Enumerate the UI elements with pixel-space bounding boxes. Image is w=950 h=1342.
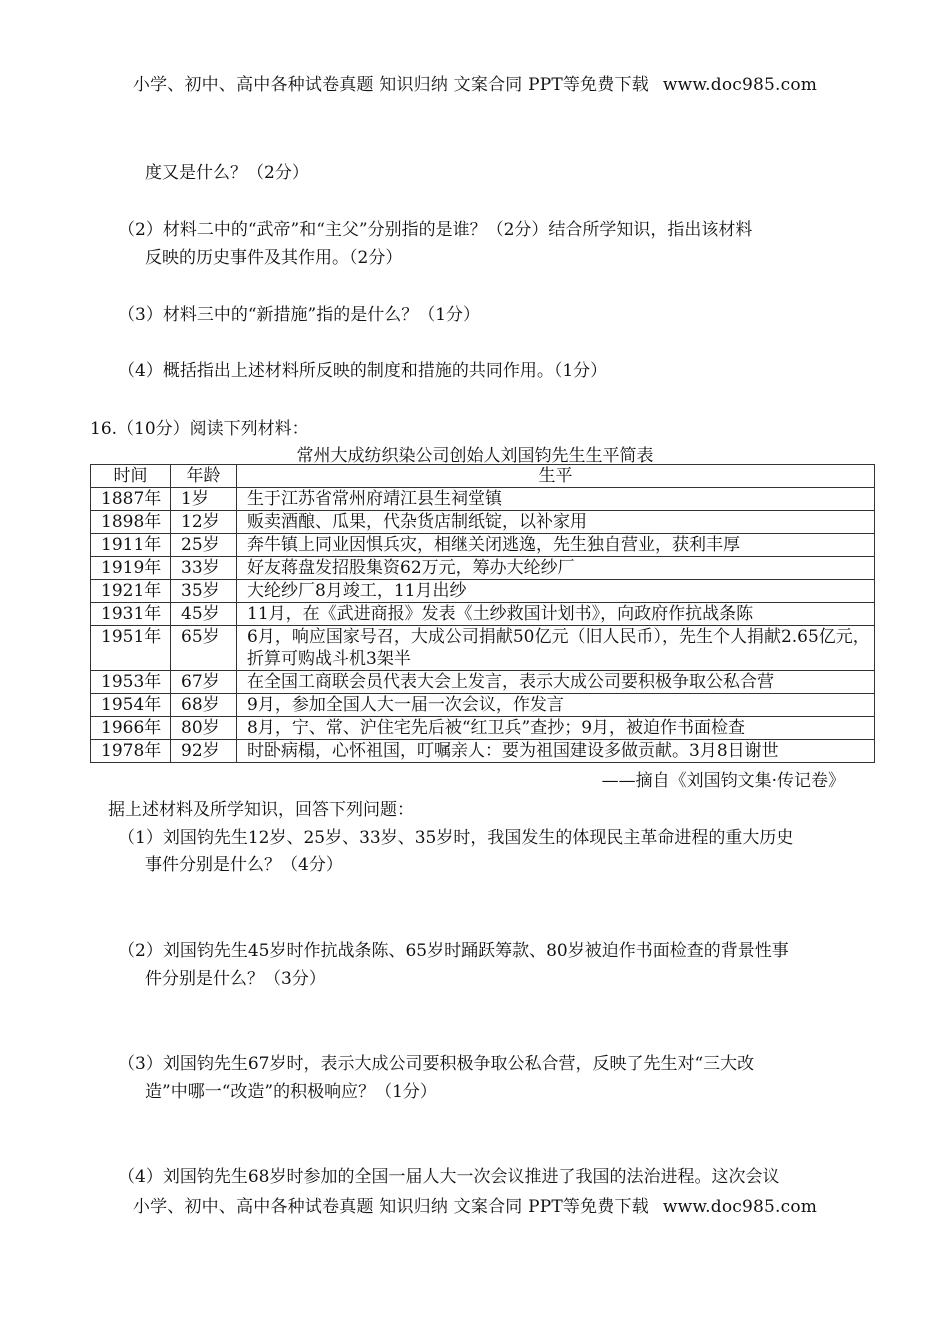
- prev-q4: （4）概括指出上述材料所反映的制度和措施的共同作用。（1分）: [118, 361, 608, 381]
- cell-time: 1966年: [91, 717, 171, 740]
- table-row: [91, 671, 875, 694]
- q16-prompt: 据上述材料及所学知识，回答下列问题：: [108, 800, 414, 820]
- cell-time: 1921年: [91, 580, 171, 603]
- q16-sub1-line2: 事件分别是什么？（4分）: [145, 855, 343, 875]
- table-row: [91, 534, 875, 557]
- cell-age: 35岁: [171, 580, 237, 603]
- q16-sub3-line2: 造”中哪一“改造”的积极响应？（1分）: [145, 1082, 437, 1102]
- cell-age: 68岁: [171, 694, 237, 717]
- table-header-row: [91, 465, 875, 488]
- q16-sub3-line1: （3）刘国钧先生67岁时，表示大成公司要积极争取公私合营，反映了先生对“三大改: [118, 1054, 755, 1074]
- page-header: [0, 70, 950, 95]
- cell-life: 奔牛镇上同业因惧兵灾，相继关闭逃逸，先生独自营业，获利丰厚: [237, 534, 875, 557]
- table-row: [91, 603, 875, 626]
- cell-age: 67岁: [171, 671, 237, 694]
- footer-text: 小学、初中、高中各种试卷真题 知识归纳 文案合同 PPT等免费下载: [132, 1197, 649, 1217]
- cell-time: 1931年: [91, 603, 171, 626]
- cell-time: 1911年: [91, 534, 171, 557]
- header-site: www.doc985.com: [662, 75, 818, 95]
- table-source: ——摘自《刘国钧文集·传记卷》: [601, 771, 845, 791]
- cell-age: 80岁: [171, 717, 237, 740]
- prev-q2-line2: 反映的历史事件及其作用。（2分）: [145, 248, 403, 268]
- cell-time: 1919年: [91, 557, 171, 580]
- cell-life: 大纶纱厂8月竣工，11月出纱: [237, 580, 875, 603]
- cell-life: 好友蒋盘发招股集资62万元，筹办大纶纱厂: [237, 557, 875, 580]
- cell-age: 25岁: [171, 534, 237, 557]
- table-title: 常州大成纺织染公司创始人刘国钧先生生平简表: [296, 446, 654, 466]
- table-row: [91, 740, 875, 763]
- cell-age: 1岁: [171, 488, 237, 511]
- table-row: [91, 626, 875, 671]
- prev-question-continuation: 度又是什么？（2分）: [145, 163, 309, 183]
- cell-age: 45岁: [171, 603, 237, 626]
- table-row: [91, 511, 875, 534]
- cell-life: 贩卖酒酿、瓜果，代杂货店制纸锭，以补家用: [237, 511, 875, 534]
- cell-age: 33岁: [171, 557, 237, 580]
- header-life: 生平: [237, 465, 875, 488]
- cell-life: 8月，宁、常、沪住宅先后被“红卫兵”查抄；9月，被迫作书面检查: [237, 717, 875, 740]
- table-row: [91, 557, 875, 580]
- table-row: [91, 694, 875, 717]
- prev-q3: （3）材料三中的“新措施”指的是什么？（1分）: [118, 305, 481, 325]
- cell-age: 65岁: [171, 626, 237, 671]
- cell-life: 9月，参加全国人大一届一次会议，作发言: [237, 694, 875, 717]
- header-text: 小学、初中、高中各种试卷真题 知识归纳 文案合同 PPT等免费下载: [132, 75, 649, 95]
- cell-life: 11月，在《武进商报》发表《土纱救国计划书》，向政府作抗战条陈: [237, 603, 875, 626]
- table-row: [91, 488, 875, 511]
- header-age: 年龄: [171, 465, 237, 488]
- cell-life: 在全国工商联会员代表大会上发言，表示大成公司要积极争取公私合营: [237, 671, 875, 694]
- prev-q2-line1: （2）材料二中的“武帝”和“主父”分别指的是谁？（2分）结合所学知识，指出该材料: [118, 220, 753, 240]
- q16-sub2-line1: （2）刘国钧先生45岁时作抗战条陈、65岁时踊跃筹款、80岁被迫作书面检查的背景性事: [118, 941, 789, 961]
- cell-time: 1898年: [91, 511, 171, 534]
- header-time: 时间: [91, 465, 171, 488]
- page-footer: [0, 1192, 950, 1217]
- cell-life: 生于江苏省常州府靖江县生祠堂镇: [237, 488, 875, 511]
- cell-time: 1953年: [91, 671, 171, 694]
- q16-sub4-line1: （4）刘国钧先生68岁时参加的全国一届人大一次会议推进了我国的法治进程。这次会议: [118, 1167, 780, 1187]
- cell-time: 1887年: [91, 488, 171, 511]
- q16-sub1-line1: （1）刘国钧先生12岁、25岁、33岁、35岁时，我国发生的体现民主革命进程的重大历史: [118, 828, 794, 848]
- cell-age: 92岁: [171, 740, 237, 763]
- table-row: [91, 580, 875, 603]
- q16-intro: 16.（10分）阅读下列材料：: [90, 419, 309, 439]
- cell-time: 1978年: [91, 740, 171, 763]
- biography-table: [90, 464, 875, 763]
- cell-time: 1954年: [91, 694, 171, 717]
- cell-age: 12岁: [171, 511, 237, 534]
- cell-life: 时卧病榻，心怀祖国，叮嘱亲人：要为祖国建设多做贡献。3月8日谢世: [237, 740, 875, 763]
- table-row: [91, 717, 875, 740]
- cell-time: 1951年: [91, 626, 171, 671]
- q16-sub2-line2: 件分别是什么？（3分）: [145, 969, 326, 989]
- cell-life: 6月，响应国家号召，大成公司捐献50亿元（旧人民币），先生个人捐献2.65亿元，折算可购战斗机3架半: [237, 626, 875, 671]
- footer-site: www.doc985.com: [662, 1197, 818, 1217]
